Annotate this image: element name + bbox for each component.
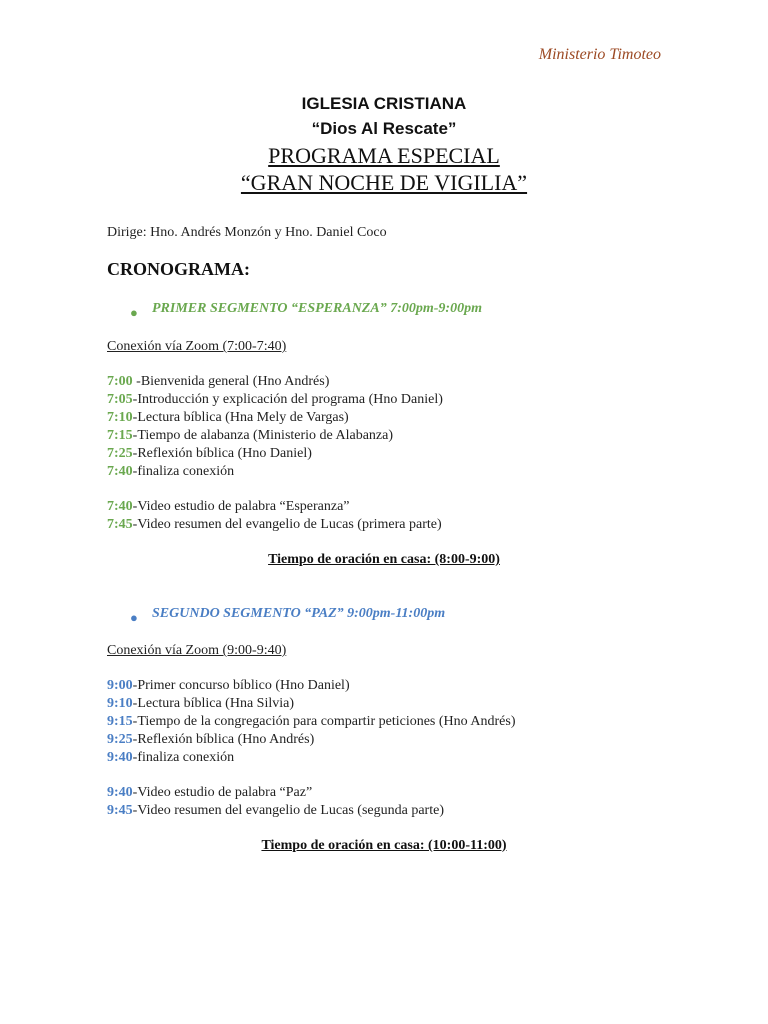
item-time: 7:45: [107, 517, 133, 532]
segment1-zoom: Conexión vía Zoom (7:00-7:40): [107, 339, 287, 354]
program-title: PROGRAMA ESPECIAL: [268, 143, 500, 168]
bullet-icon: ●: [130, 610, 138, 625]
segment1-item: [107, 427, 393, 445]
item-time: 7:10: [107, 410, 133, 425]
item-text: -Lectura bíblica (Hna Mely de Vargas): [132, 410, 349, 425]
item-text: -Video estudio de palabra “Esperanza”: [132, 499, 350, 514]
item-text: -Reflexión bíblica (Hno Andrés): [132, 732, 315, 747]
segment1-video: [107, 498, 350, 516]
segment1-item: [107, 445, 312, 463]
item-time: 7:40: [107, 464, 133, 479]
item-time: 7:40: [107, 499, 133, 514]
event-title: “GRAN NOCHE DE VIGILIA”: [240, 170, 528, 195]
item-text: -Tiempo de la congregación para compartir peticiones (Hno Andrés): [132, 714, 516, 729]
item-text: -Video resumen del evangelio de Lucas (primera parte): [132, 517, 442, 532]
item-time: 7:00: [107, 374, 133, 389]
item-text: -Tiempo de alabanza (Ministerio de Alabanza): [132, 428, 394, 443]
bullet-icon: ●: [130, 305, 138, 320]
ministry-header: Ministerio Timoteo: [538, 46, 661, 63]
item-text: -finaliza conexión: [132, 464, 235, 479]
directors-line: Dirige: Hno. Andrés Monzón y Hno. Daniel Coco: [107, 225, 387, 240]
segment2-item: [107, 695, 294, 713]
item-time: 7:15: [107, 428, 133, 443]
church-name: “Dios Al Rescate”: [311, 119, 457, 138]
item-text: -Lectura bíblica (Hna Silvia): [132, 696, 294, 711]
segment1-video: [107, 516, 442, 534]
segment2-item: [107, 731, 314, 749]
segment2-item: [107, 677, 350, 695]
segment1-item: [107, 463, 234, 481]
segment2-video: [107, 802, 444, 820]
item-time: 9:10: [107, 696, 133, 711]
item-time: 9:15: [107, 714, 133, 729]
item-time: 9:40: [107, 785, 133, 800]
segment1-title: PRIMER SEGMENTO “ESPERANZA” 7:00pm-9:00pm: [152, 301, 482, 316]
segment1-item: [107, 391, 443, 409]
item-text: -Reflexión bíblica (Hno Daniel): [132, 446, 312, 461]
item-time: 9:00: [107, 678, 133, 693]
segment1-item: [107, 373, 329, 391]
item-text: -Video estudio de palabra “Paz”: [132, 785, 313, 800]
item-time: 9:25: [107, 732, 133, 747]
item-time: 7:05: [107, 392, 133, 407]
segment2-prayer: Tiempo de oración en casa: (10:00-11:00): [261, 838, 507, 853]
item-text: -Bienvenida general (Hno Andrés): [132, 374, 330, 389]
segment2-item: [107, 713, 515, 731]
item-text: -finaliza conexión: [132, 750, 235, 765]
item-text: -Video resumen del evangelio de Lucas (segunda parte): [132, 803, 444, 818]
segment2-title: SEGUNDO SEGMENTO “PAZ” 9:00pm-11:00pm: [152, 606, 446, 621]
segment2-item: [107, 749, 234, 767]
church-title: IGLESIA CRISTIANA: [301, 94, 467, 113]
item-text: -Introducción y explicación del programa (Hno Daniel): [132, 392, 443, 407]
segment1-prayer: Tiempo de oración en casa: (8:00-9:00): [268, 552, 500, 567]
item-text: -Primer concurso bíblico (Hno Daniel): [132, 678, 350, 693]
segment2-video: [107, 784, 312, 802]
item-time: 9:40: [107, 750, 133, 765]
item-time: 7:25: [107, 446, 133, 461]
segment2-zoom: Conexión vía Zoom (9:00-9:40): [107, 643, 287, 658]
segment1-item: [107, 409, 349, 427]
schedule-heading: CRONOGRAMA:: [107, 259, 250, 279]
item-time: 9:45: [107, 803, 133, 818]
